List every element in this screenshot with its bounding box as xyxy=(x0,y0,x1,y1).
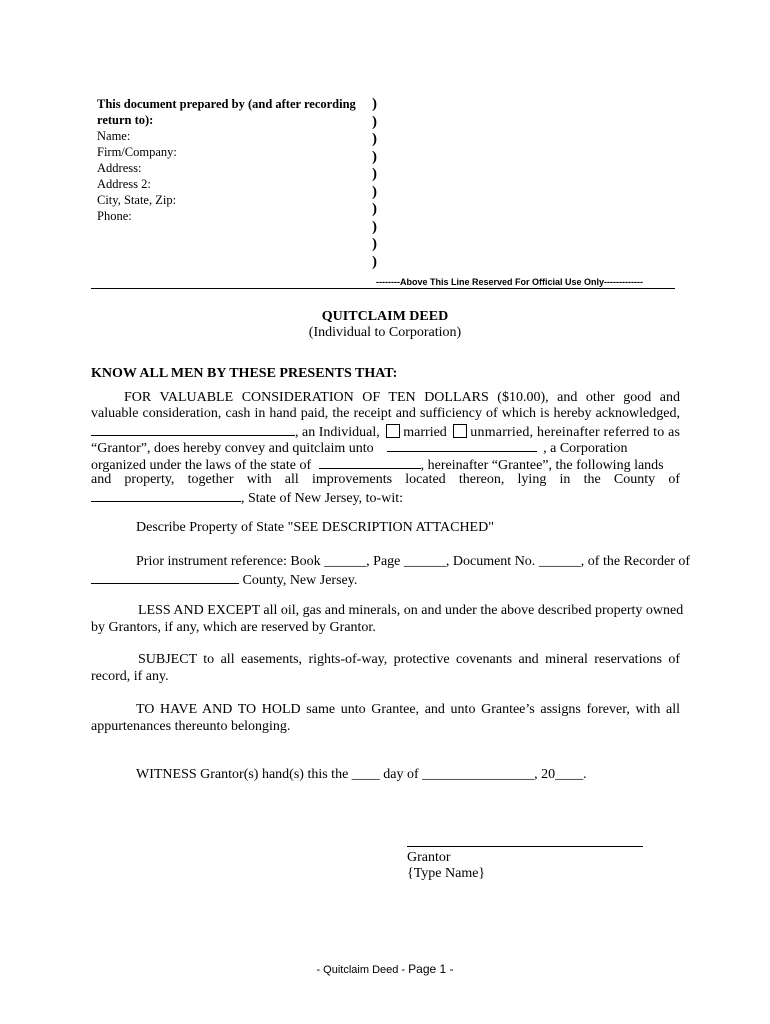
preparer-address-label: Address: xyxy=(97,161,142,175)
individual-text: , an Individual, xyxy=(295,425,380,440)
recorder-county-blank[interactable] xyxy=(91,571,239,584)
official-use-notice: --------Above This Line Reserved For Official Use Only------------- xyxy=(376,277,643,287)
preparer-name-label: Name: xyxy=(97,129,131,143)
corporation-text: , a Corporation xyxy=(543,441,628,456)
convey-text: “Grantor”, does hereby convey and quitclaim unto xyxy=(91,441,374,456)
preparer-heading-line2: return to): xyxy=(97,113,154,127)
footer-document-name: - Quitclaim Deed - xyxy=(316,964,406,976)
preparer-phone-label: Phone: xyxy=(97,209,132,223)
witness-clause: WITNESS Grantor(s) hand(s) this the ____ day of ________________, 20____. xyxy=(136,767,587,782)
unmarried-label: unmarried, hereinafter referred to as xyxy=(470,425,681,440)
page-footer xyxy=(0,962,770,976)
document-title: QUITCLAIM DEED xyxy=(321,309,449,324)
organized-text: organized under the laws of the state of xyxy=(91,458,312,473)
habendum-line1: TO HAVE AND TO HOLD same unto Grantee, and unto Grantee’s assigns forever, with all xyxy=(136,702,680,717)
preparer-heading-line1: This document prepared by (and after recording xyxy=(97,97,356,111)
prior-instrument-line1: Prior instrument reference: Book ______, Page ______, Document No. ______, of the Recorder of xyxy=(136,554,691,569)
prior-instrument-line2 xyxy=(91,571,680,590)
subject-line2: record, if any. xyxy=(91,669,169,684)
document-subtitle: (Individual to Corporation) xyxy=(308,325,462,340)
less-except-line2: by Grantors, if any, which are reserved by Grantor. xyxy=(91,620,376,635)
married-label: married xyxy=(403,425,447,440)
consideration-line4 xyxy=(91,439,680,458)
preparer-city-state-zip-label: City, State, Zip: xyxy=(97,193,177,207)
preparer-firm-label: Firm/Company: xyxy=(97,145,177,159)
grantor-label: Grantor xyxy=(407,850,451,865)
grantor-signature-line[interactable] xyxy=(407,846,643,847)
habendum-line2: appurtenances thereunto belonging. xyxy=(91,719,291,734)
footer-page-number: Page 1 - xyxy=(408,962,454,976)
county-nj-text: County, New Jersey. xyxy=(242,573,358,588)
grantor-type-name: {Type Name} xyxy=(407,866,486,881)
married-checkbox[interactable] xyxy=(386,424,400,438)
state-of-nj-text: , State of New Jersey, to-wit: xyxy=(241,491,403,506)
recording-divider xyxy=(91,288,675,289)
consideration-line7 xyxy=(91,489,680,508)
grantor-name-blank[interactable] xyxy=(91,423,295,436)
consideration-line6: and property, together with all improvements located thereon, lying in the County of xyxy=(91,472,680,487)
consideration-line2: valuable consideration, cash in hand paid, the receipt and sufficiency of which is hereby acknowledged, xyxy=(91,406,680,421)
county-blank[interactable] xyxy=(91,489,241,502)
grantee-name-blank[interactable] xyxy=(387,439,537,452)
know-all-heading: KNOW ALL MEN BY THESE PRESENTS THAT: xyxy=(91,366,398,381)
describe-property: Describe Property of State "SEE DESCRIPTION ATTACHED" xyxy=(136,520,494,535)
subject-line1: SUBJECT to all easements, rights-of-way, protective covenants and mineral reservations of xyxy=(138,652,680,667)
less-except-line1: LESS AND EXCEPT all oil, gas and minerals, on and under the above described property owned xyxy=(138,603,684,618)
unmarried-checkbox[interactable] xyxy=(453,424,467,438)
bracket-column: ) ) ) ) ) ) ) ) ) ) xyxy=(372,96,377,270)
grantee-text: , hereinafter “Grantee”, the following lands xyxy=(420,458,664,473)
consideration-line1: FOR VALUABLE CONSIDERATION OF TEN DOLLARS ($10.00), and other good and xyxy=(124,390,680,405)
state-blank[interactable] xyxy=(319,456,421,469)
preparer-address2-label: Address 2: xyxy=(97,177,151,191)
